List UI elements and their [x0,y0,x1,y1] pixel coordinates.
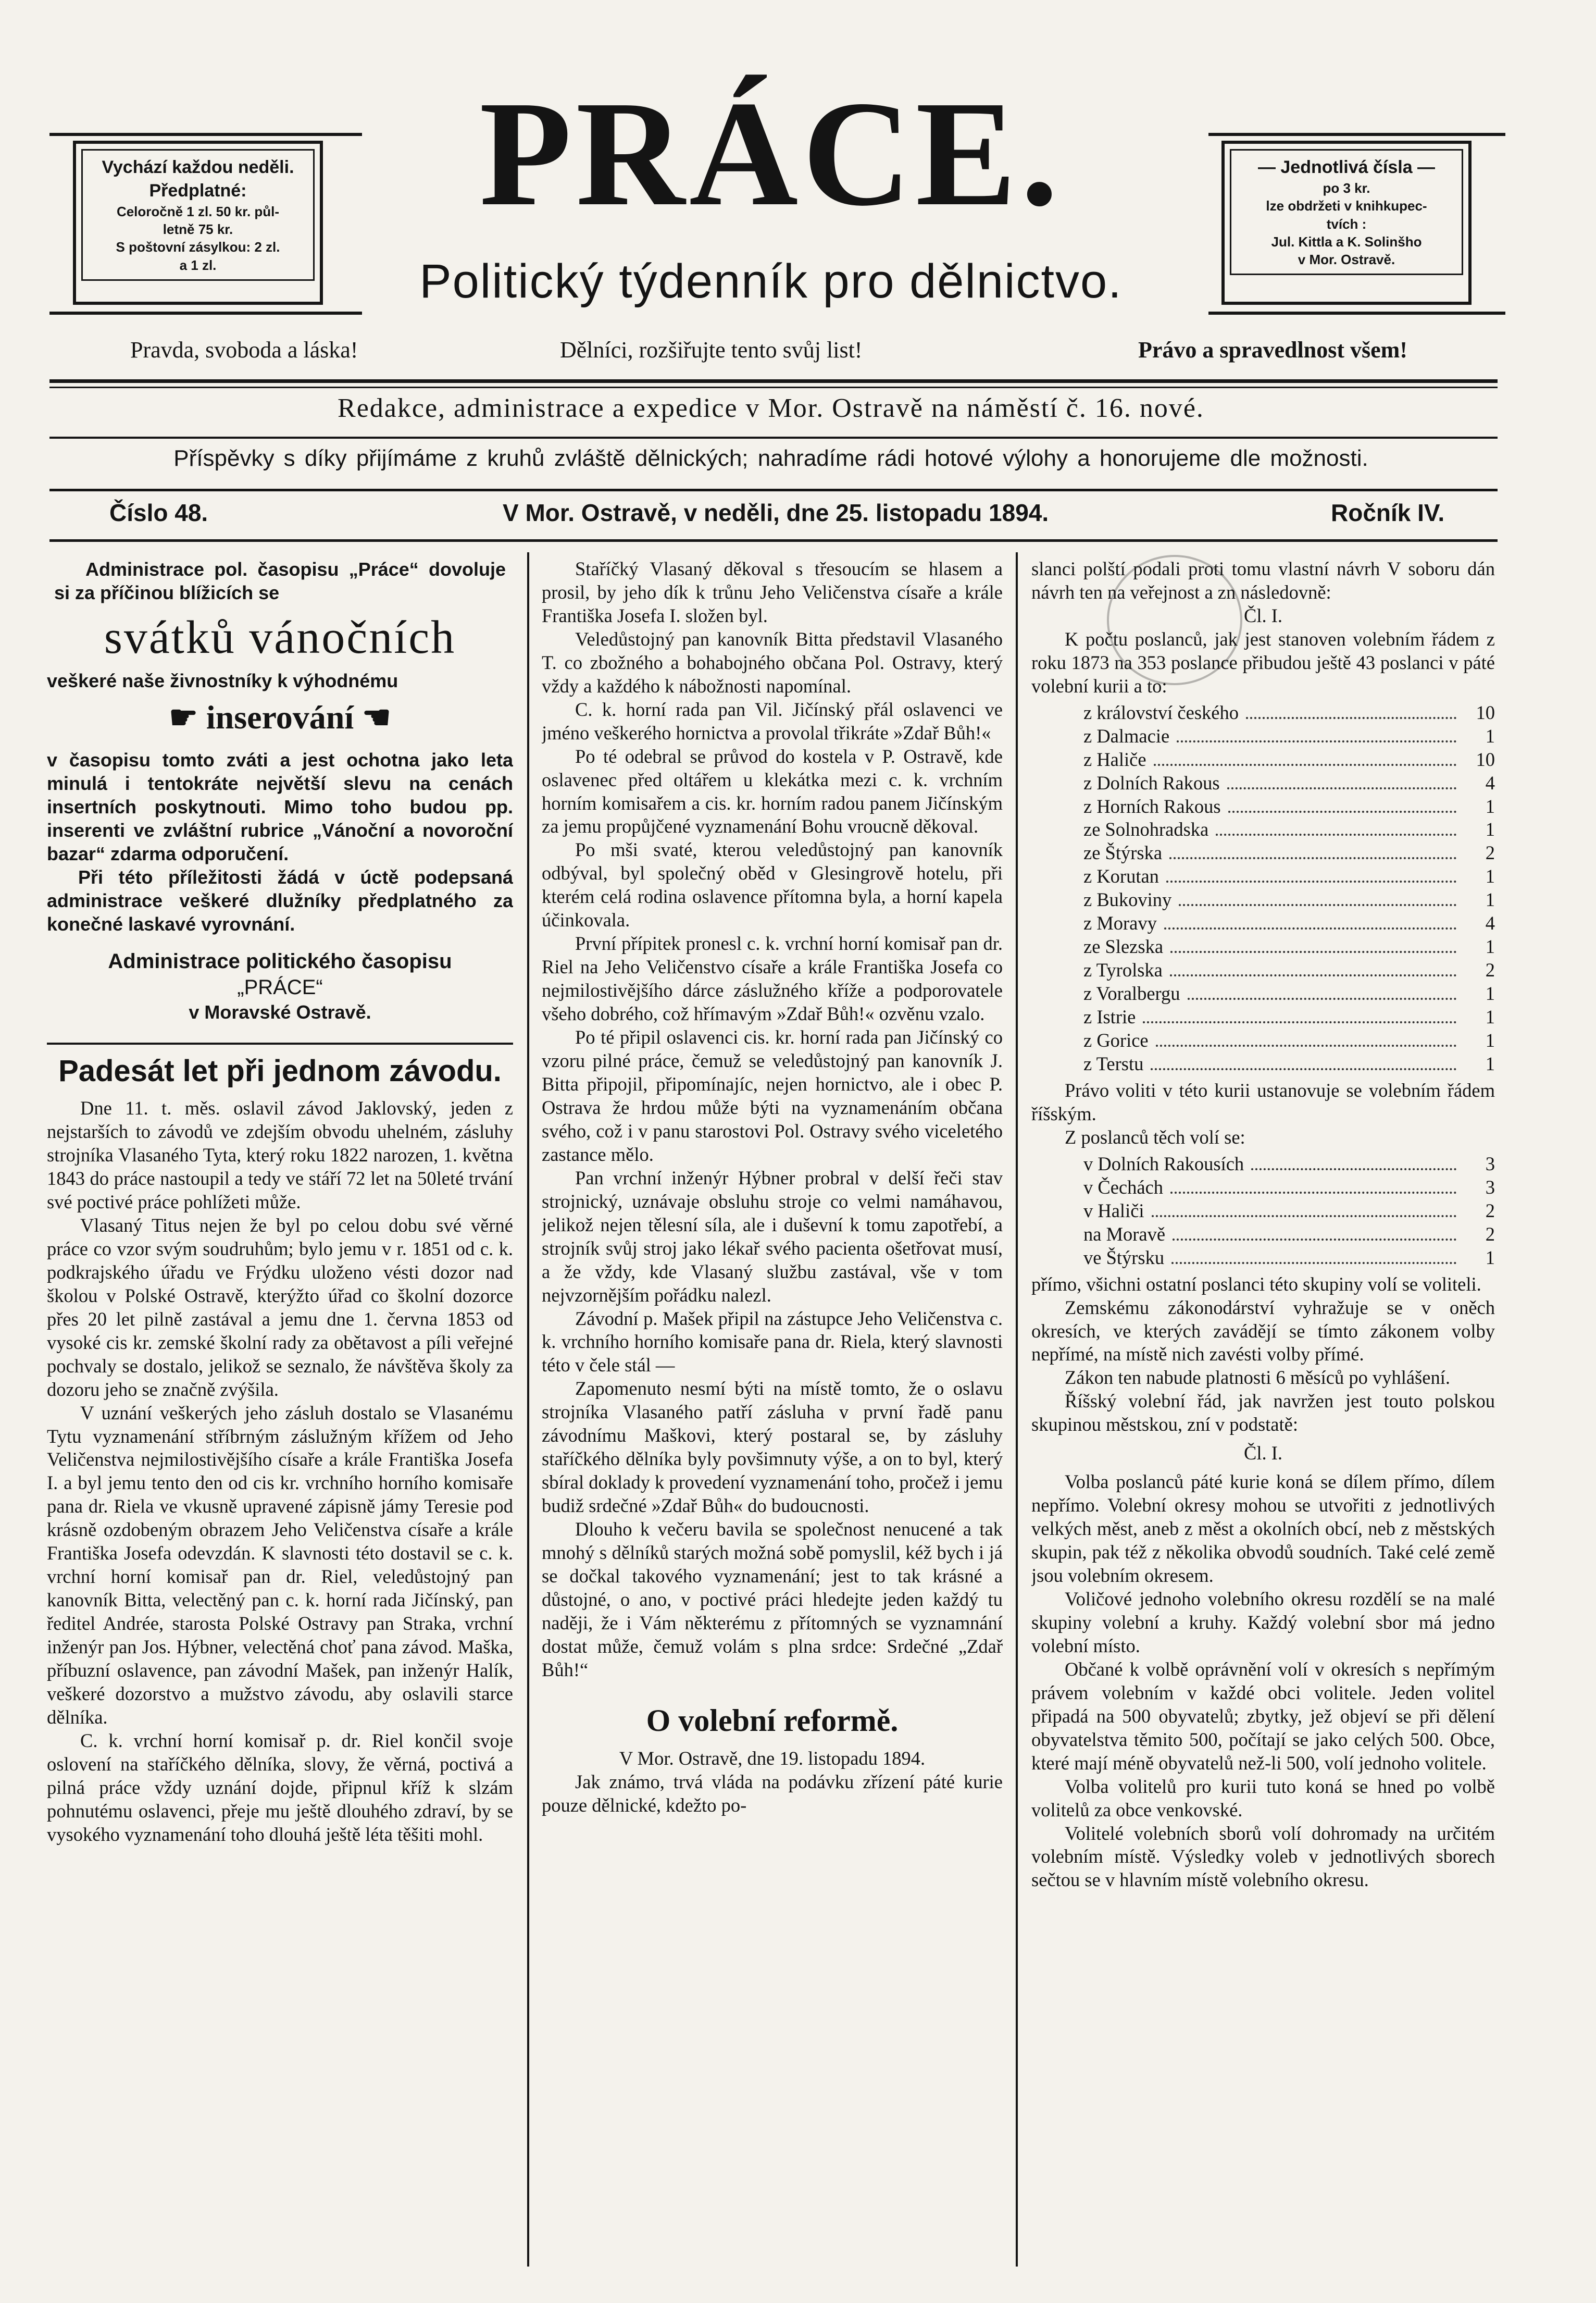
ad-signature: Administrace politického časopisu [108,949,452,973]
leader-dots [1228,811,1456,813]
article-paragraph: Závodní p. Mašek připil na zástupce Jeho Veličenstva c. k. vrchního horního komisaře pana dr. Riela, který slavnosti této v čele stál — [542,1307,1003,1376]
leader-dots [1152,1215,1456,1217]
issue-dateline: V Mor. Ostravě, v neděli, dne 25. listopadu 1894. [503,499,1049,526]
article-paragraph: Volba poslanců páté kurie koná se dílem přímo, dílem nepřímo. Volební okresy mohou se utvořiti z jednotlivých velkých měst, aneb z měst a okolních obcí, neb z městských skupin, pak též z několika obvodů soudních. Také celé země jsou volebním okresem. [1031,1471,1495,1587]
list-item [1031,1053,1495,1076]
article-paragraph: Z poslanců těch volí se: [1065,1126,1245,1148]
list-item-count: 2 [1485,842,1495,864]
list-item-name: z Dolních Rakous [1083,772,1220,794]
list-item-name: z Gorice [1083,1030,1149,1051]
leader-dots [1171,1262,1456,1264]
column-3 [1031,558,1495,2272]
article-paragraph: Po té odebral se průvod do kostela v P. Ostravě, kde oslavenec před oltářem u klekátka mezi c. k. vrchním horním komisařem a cis. kr. horním radou panem Jičínským za jemu propůjčené vyznamenání Bohu vroucně děkoval. [542,745,1003,837]
newspaper-title: PRÁCE. [479,70,1063,237]
header-left-rule-bottom [49,312,362,315]
list-item-count: 2 [1485,1199,1495,1221]
address-rule [49,437,1498,439]
leader-dots [1156,1045,1456,1047]
list-item-name: z Terstu [1083,1053,1144,1075]
article-paragraph: přímo, všichni ostatní poslanci této skupiny volí se voliteli. [1031,1273,1481,1295]
list-item-name: na Moravě [1083,1223,1166,1245]
single-copy-line: tvích : [1326,216,1367,232]
leader-dots [1173,1239,1456,1241]
address-line: Redakce, administrace a expedice v Mor. Ostravě na náměstí č. 16. nové. [338,393,1204,423]
subscription-line: Celoročně 1 zl. 50 kr. půl- [116,203,280,219]
list-item-name: ze Slezska [1083,936,1164,958]
article-paragraph: C. k. vrchní horní komisař p. dr. Riel končil svoje oslovení na staříčkého dělníka, slovy, že věrná, poctivá a pilná práce vždy uznání dojde, připnul kříž k slzám pohnutému oslavenci, přeje mu ještě dlouhého zdraví, by se vysokého vyznamenání toho dlouhá ještě léta těšiti mohl. [47,1729,513,1845]
leader-dots [1170,951,1456,953]
article-paragraph: slanci polští podali proti tomu vlastní návrh V soboru dán návrh ten na veřejnost a zn následovně: [1031,558,1495,603]
leader-dots [1164,927,1456,930]
list-item-name: ze Štýrska [1083,842,1163,864]
article-paragraph: První přípitek pronesl c. k. vrchní horní komisař pan dr. Riel na Jeho Veličenstvo císaře a krále Františka Josefa co nejmilostivějšího dárce záslužného kříže a podporovatele všeho dobrého, což hřímavým »Zdař Bůh!« ozvěnu vzalo. [542,933,1003,1025]
list-item [1031,1246,1495,1270]
ad-paragraph: Administrace pol. časopisu „Práce“ dovoluje si za příčinou blížicích se [54,559,506,603]
pointing-hand-left-icon: ☚ [362,700,391,736]
list-item-name: z Tyrolska [1083,959,1163,981]
column-divider-1 [527,552,529,2267]
list-item [1031,795,1495,819]
list-item-name: v Dolních Rakousích [1083,1153,1244,1174]
reform-heading: O volební reformě. [646,1703,899,1738]
single-copy-line: lze obdržeti v knihkupec- [1266,198,1427,214]
article-paragraph: Jak známo, trvá vláda na podávku zřízení páté kurie pouze dělnické, kdežto po- [542,1770,1003,1816]
article-paragraph: Říšský volební řád, jak navržen jest touto polskou skupinou městskou, zní v podstatě: [1031,1390,1495,1435]
list-item-name: ve Štýrsku [1083,1246,1165,1268]
list-item-name: z Moravy [1083,912,1157,934]
list-item-count: 1 [1485,795,1495,817]
article-paragraph: Pan vrchní inženýr Hýbner probral v delší řeči stav strojnický, uznávaje obsluhu stroje co velmi namáhavou, jelikož nejen tělesní síla, ale i duševní k tomu zapotřebí, a strojník svůj stroj jako lékař svého pacienta ošetřovat musí, a že vždy, kde Vlasaný službu zastával, vše v tom nejvzornějším pořádku nalezl. [542,1167,1003,1306]
list-item-count: 4 [1485,912,1495,934]
leader-dots [1170,974,1456,976]
single-copy-line: po 3 kr. [1323,180,1370,196]
list-item-count: 4 [1485,772,1495,794]
single-copy-line: — Jednotlivá čísla — [1257,157,1436,177]
list-item-name: z Korutan [1083,865,1159,887]
list-item [1031,888,1495,912]
header-left-rule [49,133,362,136]
list-item [1031,1223,1495,1246]
list-item [1031,1199,1495,1223]
article-paragraph: Zemskému zákonodárství vyhražuje se v oněch okresích, ve kterých zavádějí se tímto zákonem volby nepřímé, na místě nich zavésti volby přímé. [1031,1296,1495,1365]
list-item [1031,1006,1495,1029]
article-paragraph: Zapomenuto nesmí býti na místě tomto, že o oslavu strojníka Vlasaného patří zásluha v první řadě panu závodnímu Maškovi, který postaral se, by zásluhy staříčkého dělníka byly povšimnuty výše, a on to byl, který sbíral doklady k provedení vyznamenání toho, pročež i jemu budiž srdečné »Zdař Bůh« do budoucnosti. [542,1378,1003,1517]
christmas-ad [47,558,513,1024]
list-item-count: 2 [1485,1223,1495,1245]
issue-number: Číslo 48. [109,499,208,526]
list-item [1031,772,1495,795]
article-clause: Čl. I. [1243,1442,1283,1464]
article-paragraph: Právo voliti v této kurii ustanovuje se volebním řádem říšským. [1031,1079,1495,1124]
leader-dots [1227,787,1456,789]
list-item-count: 1 [1485,1053,1495,1075]
list-item-count: 1 [1485,1006,1495,1028]
list-item-count: 1 [1485,1246,1495,1268]
list-item-name: z Horních Rakous [1083,795,1221,817]
masthead-rule-thin [49,387,1498,388]
ad-paragraph: Při této příležitosti žádá v úctě podepsaná administrace veškeré dlužníky předplatného za konečné laskavé vyrovnání. [47,866,513,935]
list-item-count: 10 [1476,701,1495,723]
seat-allocation-list [1031,701,1495,1076]
list-item [1031,841,1495,865]
leader-dots [1151,1068,1456,1070]
newspaper-subtitle: Politický týdenník pro dělnictvo. [419,255,1123,308]
list-item-count: 1 [1485,889,1495,911]
column-2 [542,558,1003,2272]
header-right-rule-bottom [1208,312,1505,315]
list-item-count: 3 [1485,1153,1495,1174]
leader-dots [1143,1021,1456,1023]
list-item-name: z Dalmacie [1083,725,1170,747]
article-paragraph: Po mši svaté, kterou veledůstojný pan kanovník odbýval, byl společný oběd v Glesingrově hotelu, při kterém celá rodina oslavence přítomna byla, a horní kapela účinkovala. [542,839,1003,931]
single-copy-line: v Mor. Ostravě. [1298,252,1395,268]
list-item [1031,1176,1495,1199]
article-paragraph: Veledůstojný pan kanovník Bitta představil Vlasaného T. co zbožného a bohabojného občana Pol. Ostravy, který vždy a každého k nábožnosti napomínal. [542,628,1003,697]
leader-dots [1154,764,1456,766]
article-heading: Padesát let při jednom závodu. [58,1054,502,1088]
list-item-name: ze Solnohradska [1083,819,1209,840]
list-item-count: 2 [1485,959,1495,981]
list-item-name: v Haliči [1083,1199,1144,1221]
direct-election-list [1031,1153,1495,1270]
article-paragraph: Dne 11. t. měs. oslavil závod Jaklovský, jeden z nejstarších to závodů ve zdejším obvodu uhelném, zásluhy strojníka Vlasaného Tyta, který roku 1822 narozen, 1. května 1843 do práce nastoupil a tedy ve stáří 72 let na 50leté trvání své poctivé práce pohlížeti může. [47,1097,513,1212]
column-divider-2 [1016,552,1018,2267]
ad-headline: svátků vánočních [104,612,456,663]
single-copy-box [1221,141,1472,305]
pointing-hand-right-icon: ☛ [169,700,198,736]
subscription-line: letně 75 kr. [163,221,233,238]
list-item [1031,748,1495,772]
ad-paragraph: veškeré naše živnostníky k výhodnému [47,670,398,691]
article-paragraph: Vlasaný Titus nejen že byl po celou dobu své věrné práce co vzor svým soudruhům; bylo jemu v r. 1851 od c. k. podkrajského úřadu ve Frýdku uloženo vésti dozor nad školou v Polské Ostravě, kterýžto úřad co školní dozorce přes 20 let pilně zastával a jemu dne 1. června 1853 od vysoké cis kr. zemské školní rady za obětavost a píli veřejné pochvaly se dostalo, jelikož se seznalo, že návštěva školy za dozoru jeho se značně zvýšila. [47,1214,513,1400]
leader-dots [1169,857,1456,859]
article-paragraph: Staříčký Vlasaný děkoval s třesoucím se hlasem a prosil, by jeho dík k trůnu Jeho Veličenstva císaře a krále Františka Josefa I. složen byl. [542,558,1003,626]
list-item-count: 1 [1485,819,1495,840]
contributions-line: Příspěvky s díky přijímáme z kruhů zvláště dělnických; nahradíme rádi hotové výlohy a honorujeme dle možnosti. [173,445,1368,471]
list-item-count: 10 [1476,748,1495,770]
ad-signature: „PRÁCE“ [237,975,323,999]
leader-dots [1179,904,1456,906]
list-item-name: z Istrie [1083,1006,1136,1028]
list-item [1031,818,1495,841]
leader-dots [1166,881,1456,883]
article-paragraph: Volba volitelů pro kurii tuto koná se hned po volbě volitelů za obce venkovské. [1031,1775,1495,1821]
subscription-box [73,141,323,305]
list-item [1031,725,1495,748]
article-clause: Čl. I. [1243,604,1283,626]
subscription-line: Předplatné: [149,180,247,201]
subscription-line: S poštovní zásylkou: 2 zl. [116,239,280,255]
list-item [1031,935,1495,959]
article-paragraph: K počtu poslanců, jak jest stanoven volebním řádem z roku 1873 na 353 poslance přibudou ještě 43 poslanci v páté volební kurii a to: [1031,628,1495,697]
article-paragraph: Občané k volbě oprávnění volí v okresích s nepřímým právem volebním v každé obci volitele. Jeden volitel připadá na 500 obyvatelů; zbytky, jež objeví se při dělení obyvatelstva těmito 500, počítají se jako celých 500. Obce, které mají méně obyvatelů než-li 500, volí jednoho volitele. [1031,1658,1495,1774]
column-1 [47,558,513,2272]
leader-dots [1188,998,1456,1000]
leader-dots [1170,1192,1456,1194]
list-item-count: 1 [1485,1030,1495,1051]
ad-insert-line [47,697,513,739]
masthead-rule [49,379,1498,383]
single-copy-line: Jul. Kittla a K. Solinšho [1271,233,1422,250]
header-right-rule [1208,133,1505,136]
list-item [1031,912,1495,935]
article-paragraph: V uznání veškerých jeho zásluh dostalo se Vlasanému Tytu vyznamenání stříbrným záslužným křížem od Jeho Veličenstva nejmilostivějšího císaře a krále Františka Josefa I. a byl jemu tento den od cis kr. vrchního horního komisaře pana dr. Riela ve vkusně upravené zápisně jámy Teresie pod krásně ozdobeným obrazem Jeho Veličenstva císaře a krále Františka Josefa odevzdán. K slavnosti této dostavil se c. k. vrchní horní komisař pan dr. Riel, veledůstojný pan kanovník Bitta, velectěný pan c. k. horní rada Jičínský, pan ředitel Andrée, starosta Polské Ostravy pan Straka, vrchní inženýr pan Jos. Hýbner, velectěná choť pana závod. Maška, příbuzní oslavence, pan závodní Mašek, pan inženýr Halík, veškeré dozorstvo a mužstvo závodu, aby oslavili starce dělníka. [47,1402,513,1728]
list-item-name: z Voralbergu [1083,983,1180,1005]
article-paragraph: Po té připil oslavenci cis. kr. horní rada pan Jičínský co vzoru pilné práce, čemuž se veledůstojný pan kanovník J. Bitta připojil, připomínajíc, nejen hornictvo, ale i obec P. Ostrava že hrdou může býti na vyznamenáním občana svého, což i v panu starostovi Pol. Ostravy svého viceletého zastance mělo. [542,1026,1003,1165]
list-item-count: 3 [1485,1176,1495,1198]
leader-dots [1177,740,1456,742]
subscription-line: Vychází každou neděli. [102,157,294,177]
article-paragraph: Dlouho k večeru bavila se společnost nenucené a tak mnohý s dělníků starých možná sobě pomyslil, kéž bych i já se dočkal takového vyznamenání; jest to tak krásné a důstojné, o ano, v poctivé práci hledejte jeden každý tu naději, že i Vám některému z přítomných se vyznamnání dostat může, čemuž volám s plna srdce: Srdečné „Zdař Bůh!“ [542,1518,1003,1680]
ad-signature: v Moravské Ostravě. [189,1001,371,1023]
article-paragraph: Volitelé volebních sborů volí dohromady na určitém volebním místě. Výsledky voleb v jednotlivých sborech sečtou se v hlavním místě volebního okresu. [1031,1822,1495,1891]
list-item-name: z Haliče [1083,748,1146,770]
dateline-rule [49,539,1498,542]
list-item [1031,865,1495,888]
list-item-name: z Bukoviny [1083,889,1172,911]
list-item [1031,982,1495,1006]
leader-dots [1251,1168,1456,1170]
article-paragraph: Voličové jednoho volebního okresu rozdělí se na malé skupiny volební a kruhy. Každý volební sbor má jedno volební místo. [1031,1588,1495,1656]
list-item [1031,701,1495,725]
ad-rule [47,1043,513,1045]
motto-center: Dělníci, rozšiřujte tento svůj list! [560,337,863,363]
contributions-rule [49,489,1498,491]
list-item [1031,1153,1495,1176]
leader-dots [1216,834,1456,836]
article-paragraph: Zákon ten nabude platnosti 6 měsíců po vyhlášení. [1065,1367,1450,1389]
subscription-line: a 1 zl. [179,257,217,273]
article-paragraph: C. k. horní rada pan Vil. Jičínský přál oslavenci ve jméno veškerého hornictva a provolal třikráte »Zdař Bůh!« [542,698,1003,744]
reform-dateline: V Mor. Ostravě, dne 19. listopadu 1894. [619,1747,926,1769]
list-item [1031,1029,1495,1053]
list-item-name: v Čechách [1083,1176,1164,1198]
ad-paragraph: v časopisu tomto zváti a jest ochotna jako leta minulá i tentokráte největší slevu na cenách insertních poskytnouti. Mimo toho budou pp. inserenti ve zvláštní rubrice „Vánoční a novoroční bazar“ zdarma odporučení. [47,749,513,864]
list-item-count: 1 [1485,725,1495,747]
list-item-count: 1 [1485,936,1495,958]
motto-right: Právo a spravedlnost všem! [1138,337,1407,363]
list-item-count: 1 [1485,865,1495,887]
motto-left: Pravda, svoboda a láska! [130,337,358,363]
list-item [1031,959,1495,982]
list-item-name: z království českého [1083,701,1239,723]
ad-insert-word: inserování [206,699,354,736]
list-item-count: 1 [1485,983,1495,1005]
leader-dots [1246,717,1456,719]
volume-number: Ročník IV. [1331,499,1445,526]
